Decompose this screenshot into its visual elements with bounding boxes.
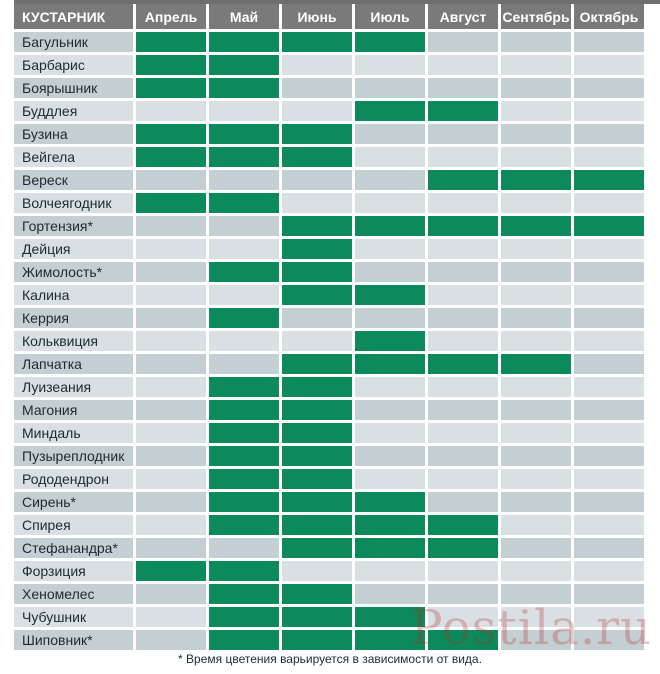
- bloom-cell: [209, 377, 279, 397]
- empty-cell: [574, 446, 644, 466]
- empty-cell: [428, 55, 498, 75]
- empty-cell: [355, 561, 425, 581]
- table-row: [14, 400, 644, 420]
- header-row: [14, 4, 644, 29]
- empty-cell: [282, 170, 352, 190]
- bloom-cell: [428, 538, 498, 558]
- empty-cell: [501, 469, 571, 489]
- bloom-table: [11, 1, 647, 653]
- table-row: [14, 515, 644, 535]
- shrub-name: Спирея: [14, 515, 133, 535]
- empty-cell: [501, 538, 571, 558]
- bloom-cell: [209, 584, 279, 604]
- bloom-cell: [209, 55, 279, 75]
- shrub-name: Лапчатка: [14, 354, 133, 374]
- empty-cell: [501, 492, 571, 512]
- empty-cell: [209, 538, 279, 558]
- shrub-name: Барбарис: [14, 55, 133, 75]
- empty-cell: [282, 101, 352, 121]
- empty-cell: [574, 515, 644, 535]
- header-shrub: КУСТАРНИК: [14, 4, 133, 29]
- empty-cell: [355, 400, 425, 420]
- bloom-cell: [209, 423, 279, 443]
- empty-cell: [574, 193, 644, 213]
- bloom-cell: [282, 584, 352, 604]
- empty-cell: [428, 469, 498, 489]
- bloom-cell: [282, 239, 352, 259]
- bloom-cell: [282, 285, 352, 305]
- empty-cell: [428, 193, 498, 213]
- bloom-cell: [136, 147, 206, 167]
- bloom-cell: [282, 32, 352, 52]
- table-row: [14, 55, 644, 75]
- empty-cell: [574, 147, 644, 167]
- header-month: Октябрь: [574, 4, 644, 29]
- empty-cell: [501, 262, 571, 282]
- shrub-name: Керрия: [14, 308, 133, 328]
- table-row: [14, 262, 644, 282]
- empty-cell: [574, 239, 644, 259]
- empty-cell: [428, 147, 498, 167]
- bloom-cell: [282, 469, 352, 489]
- empty-cell: [136, 170, 206, 190]
- empty-cell: [428, 78, 498, 98]
- bloom-cell: [355, 492, 425, 512]
- bloom-cell: [136, 55, 206, 75]
- bloom-cell: [209, 561, 279, 581]
- empty-cell: [136, 377, 206, 397]
- empty-cell: [209, 216, 279, 236]
- empty-cell: [574, 285, 644, 305]
- empty-cell: [209, 101, 279, 121]
- empty-cell: [428, 423, 498, 443]
- shrub-name: Чубушник: [14, 607, 133, 627]
- bloom-cell: [209, 193, 279, 213]
- bloom-cell: [136, 78, 206, 98]
- empty-cell: [428, 561, 498, 581]
- empty-cell: [355, 170, 425, 190]
- empty-cell: [501, 193, 571, 213]
- empty-cell: [428, 446, 498, 466]
- empty-cell: [355, 469, 425, 489]
- empty-cell: [355, 78, 425, 98]
- table-row: [14, 308, 644, 328]
- empty-cell: [574, 32, 644, 52]
- shrub-name: Стефанандра*: [14, 538, 133, 558]
- empty-cell: [501, 515, 571, 535]
- empty-cell: [428, 239, 498, 259]
- header-month: Апрель: [136, 4, 206, 29]
- empty-cell: [355, 55, 425, 75]
- shrub-name: Буддлея: [14, 101, 133, 121]
- bloom-cell: [428, 216, 498, 236]
- empty-cell: [355, 423, 425, 443]
- empty-cell: [136, 630, 206, 650]
- shrub-name: Сирень*: [14, 492, 133, 512]
- bloom-cell: [282, 630, 352, 650]
- empty-cell: [574, 400, 644, 420]
- empty-cell: [501, 377, 571, 397]
- shrub-name: Багульник: [14, 32, 133, 52]
- empty-cell: [355, 147, 425, 167]
- empty-cell: [136, 331, 206, 351]
- bloom-cell: [428, 101, 498, 121]
- empty-cell: [355, 446, 425, 466]
- table-row: [14, 446, 644, 466]
- empty-cell: [428, 308, 498, 328]
- empty-cell: [574, 101, 644, 121]
- shrub-name: Форзиция: [14, 561, 133, 581]
- table-row: [14, 285, 644, 305]
- bloom-cell: [209, 630, 279, 650]
- bloom-cell: [209, 515, 279, 535]
- shrub-name: Миндаль: [14, 423, 133, 443]
- empty-cell: [501, 308, 571, 328]
- empty-cell: [282, 331, 352, 351]
- bloom-cell: [501, 170, 571, 190]
- bloom-cell: [136, 32, 206, 52]
- shrub-name: Хеномелес: [14, 584, 133, 604]
- shrub-name: Шиповник*: [14, 630, 133, 650]
- bloom-cell: [136, 124, 206, 144]
- empty-cell: [574, 331, 644, 351]
- empty-cell: [136, 469, 206, 489]
- bloom-cell: [282, 515, 352, 535]
- bloom-cell: [209, 400, 279, 420]
- empty-cell: [136, 400, 206, 420]
- empty-cell: [355, 377, 425, 397]
- empty-cell: [209, 170, 279, 190]
- empty-cell: [355, 262, 425, 282]
- bloom-cell: [355, 538, 425, 558]
- empty-cell: [355, 308, 425, 328]
- bloom-cell: [136, 193, 206, 213]
- empty-cell: [428, 285, 498, 305]
- empty-cell: [574, 262, 644, 282]
- bloom-cell: [209, 446, 279, 466]
- bloom-cell: [574, 170, 644, 190]
- header-month: Май: [209, 4, 279, 29]
- shrub-name: Магония: [14, 400, 133, 420]
- bloom-cell: [428, 170, 498, 190]
- empty-cell: [574, 377, 644, 397]
- bloom-cell: [282, 446, 352, 466]
- empty-cell: [282, 55, 352, 75]
- empty-cell: [501, 239, 571, 259]
- empty-cell: [209, 331, 279, 351]
- empty-cell: [136, 515, 206, 535]
- bloom-cell: [355, 515, 425, 535]
- empty-cell: [501, 423, 571, 443]
- empty-cell: [428, 331, 498, 351]
- shrub-name: Дейция: [14, 239, 133, 259]
- table-row: [14, 32, 644, 52]
- empty-cell: [428, 262, 498, 282]
- table-row: [14, 239, 644, 259]
- bloom-cell: [282, 354, 352, 374]
- empty-cell: [136, 446, 206, 466]
- bloom-cell: [501, 354, 571, 374]
- table-row: [14, 354, 644, 374]
- header-month: Июнь: [282, 4, 352, 29]
- bloom-cell: [136, 561, 206, 581]
- table-row: [14, 377, 644, 397]
- bloom-cell: [282, 607, 352, 627]
- bloom-cell: [282, 124, 352, 144]
- shrub-name: Вейгела: [14, 147, 133, 167]
- watermark-text: Postila.ru: [410, 600, 652, 656]
- bloom-cell: [355, 285, 425, 305]
- table-row: [14, 538, 644, 558]
- empty-cell: [355, 193, 425, 213]
- empty-cell: [501, 331, 571, 351]
- empty-cell: [574, 55, 644, 75]
- bloom-cell: [355, 32, 425, 52]
- empty-cell: [136, 262, 206, 282]
- empty-cell: [501, 55, 571, 75]
- shrub-name: Пузыреплодник: [14, 446, 133, 466]
- header-month: Июль: [355, 4, 425, 29]
- empty-cell: [136, 584, 206, 604]
- empty-cell: [574, 354, 644, 374]
- bloom-cell: [355, 101, 425, 121]
- shrub-name: Жимолость*: [14, 262, 133, 282]
- empty-cell: [501, 446, 571, 466]
- bloom-cell: [282, 423, 352, 443]
- empty-cell: [574, 124, 644, 144]
- shrub-name: Калина: [14, 285, 133, 305]
- empty-cell: [501, 147, 571, 167]
- empty-cell: [501, 124, 571, 144]
- empty-cell: [574, 469, 644, 489]
- shrub-name: Волчеягодник: [14, 193, 133, 213]
- bloom-cell: [282, 538, 352, 558]
- table-row: [14, 170, 644, 190]
- table-row: [14, 78, 644, 98]
- bloom-cell: [501, 216, 571, 236]
- shrub-name: Боярышник: [14, 78, 133, 98]
- table-row: [14, 561, 644, 581]
- empty-cell: [136, 492, 206, 512]
- empty-cell: [574, 561, 644, 581]
- bloom-cell: [209, 147, 279, 167]
- bloom-cell: [282, 216, 352, 236]
- bloom-cell: [282, 492, 352, 512]
- bloom-cell: [574, 216, 644, 236]
- empty-cell: [136, 285, 206, 305]
- bloom-cell: [209, 308, 279, 328]
- table-row: [14, 331, 644, 351]
- empty-cell: [209, 285, 279, 305]
- empty-cell: [574, 492, 644, 512]
- empty-cell: [136, 354, 206, 374]
- bloom-cell: [209, 124, 279, 144]
- empty-cell: [136, 423, 206, 443]
- empty-cell: [501, 561, 571, 581]
- empty-cell: [355, 239, 425, 259]
- empty-cell: [282, 308, 352, 328]
- empty-cell: [282, 561, 352, 581]
- table-row: [14, 101, 644, 121]
- empty-cell: [428, 492, 498, 512]
- bloom-cell: [355, 216, 425, 236]
- empty-cell: [209, 354, 279, 374]
- shrub-name: Луизеания: [14, 377, 133, 397]
- empty-cell: [136, 538, 206, 558]
- table-row: [14, 423, 644, 443]
- empty-cell: [574, 308, 644, 328]
- bloom-cell: [209, 492, 279, 512]
- empty-cell: [501, 285, 571, 305]
- header-month: Сентябрь: [501, 4, 571, 29]
- bloom-cell: [209, 78, 279, 98]
- empty-cell: [136, 607, 206, 627]
- bloom-cell: [209, 262, 279, 282]
- empty-cell: [428, 32, 498, 52]
- empty-cell: [574, 538, 644, 558]
- table-row: [14, 469, 644, 489]
- footnote: * Время цветения варьируется в зависимости от вида.: [178, 652, 482, 666]
- empty-cell: [209, 239, 279, 259]
- bloom-cell: [282, 147, 352, 167]
- empty-cell: [428, 400, 498, 420]
- bloom-cell: [355, 354, 425, 374]
- shrub-name: Вереск: [14, 170, 133, 190]
- shrub-name: Бузина: [14, 124, 133, 144]
- empty-cell: [428, 377, 498, 397]
- table-row: [14, 193, 644, 213]
- empty-cell: [136, 101, 206, 121]
- bloom-cell: [428, 515, 498, 535]
- empty-cell: [428, 124, 498, 144]
- bloom-cell: [282, 262, 352, 282]
- header-month: Август: [428, 4, 498, 29]
- empty-cell: [282, 193, 352, 213]
- empty-cell: [501, 32, 571, 52]
- table-row: [14, 147, 644, 167]
- bloom-cell: [282, 377, 352, 397]
- empty-cell: [136, 308, 206, 328]
- empty-cell: [282, 78, 352, 98]
- bloom-cell: [355, 331, 425, 351]
- table-row: [14, 124, 644, 144]
- empty-cell: [574, 423, 644, 443]
- empty-cell: [136, 239, 206, 259]
- table-row: [14, 216, 644, 236]
- bloom-cell: [209, 32, 279, 52]
- bloom-cell: [209, 469, 279, 489]
- table-row: [14, 492, 644, 512]
- empty-cell: [355, 124, 425, 144]
- bloom-cell: [209, 607, 279, 627]
- empty-cell: [501, 400, 571, 420]
- empty-cell: [136, 216, 206, 236]
- empty-cell: [501, 78, 571, 98]
- empty-cell: [574, 78, 644, 98]
- bloom-cell: [428, 354, 498, 374]
- bloom-cell: [282, 400, 352, 420]
- empty-cell: [501, 101, 571, 121]
- shrub-name: Рододендрон: [14, 469, 133, 489]
- shrub-name: Кольквиция: [14, 331, 133, 351]
- shrub-name: Гортензия*: [14, 216, 133, 236]
